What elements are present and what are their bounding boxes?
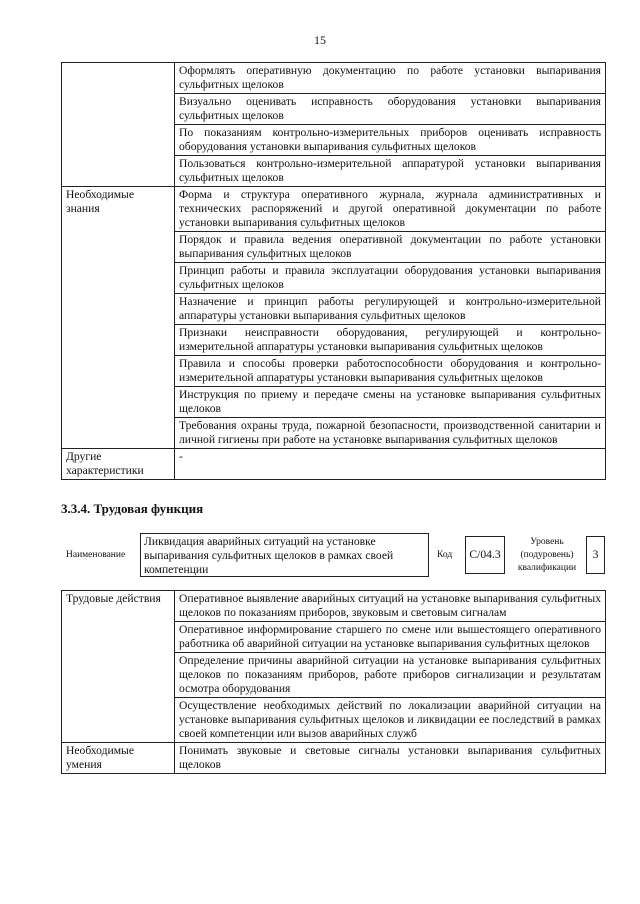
empty-label-cell — [62, 63, 175, 187]
table-row — [62, 63, 606, 94]
level-value-box: 3 — [586, 536, 605, 574]
table-row — [62, 743, 606, 774]
table-cell: Визуально оценивать исправность оборудования установки выпаривания сульфитных щелоков — [175, 94, 606, 125]
requirements-table — [61, 62, 606, 480]
code-label: Код — [437, 550, 453, 560]
other-label: Другие характеристики — [62, 449, 175, 480]
knowledge-label: Необходимые знания — [62, 187, 175, 449]
section-title: 3.3.4. Трудовая функция — [61, 501, 204, 516]
table-cell: Принцип работы и правила эксплуатации оборудования установки выпаривания сульфитных щелоков — [175, 263, 606, 294]
table-cell: Форма и структура оперативного журнала, журнала административных и технических распоряжений и другой оперативной документации по работе установки выпаривания сульфитных щелоков — [175, 187, 606, 232]
table-cell: Понимать звуковые и световые сигналы установки выпаривания сульфитных щелоков — [175, 743, 606, 774]
name-label: Наименование — [66, 550, 126, 560]
table-cell: Осуществление необходимых действий по локализации аварийной ситуации на установке выпаривания сульфитных щелоков и ликвидации ее последствий в рамках своей компетенции или вызов аварийных служб — [175, 698, 606, 743]
table-cell: Определение причины аварийной ситуации на установке выпаривания сульфитных щелоков по показаниям приборов, работе приборов сигнализации и результатам осмотра оборудования — [175, 653, 606, 698]
function-table — [61, 590, 606, 774]
level-label-line1: Уровень — [530, 537, 564, 547]
table-row — [62, 187, 606, 232]
actions-label: Трудовые действия — [62, 591, 175, 743]
table-cell: Пользоваться контрольно-измерительной аппаратурой установки выпаривания сульфитных щелоков — [175, 156, 606, 187]
table-cell: Признаки неисправности оборудования, регулирующей и контрольно-измерительной аппаратуры установки выпаривания сульфитных щелоков — [175, 325, 606, 356]
table-cell: Оформлять оперативную документацию по работе установки выпаривания сульфитных щелоков — [175, 63, 606, 94]
level-label-line3: квалификации — [517, 563, 577, 573]
table-cell: Порядок и правила ведения оперативной документации по работе установки выпаривания сульфитных щелоков — [175, 232, 606, 263]
table-row — [62, 449, 606, 480]
table-cell: Назначение и принцип работы регулирующей и контрольно-измерительной аппаратуры установки выпаривания сульфитных щелоков — [175, 294, 606, 325]
table-cell: По показаниям контрольно-измерительных приборов оценивать исправность оборудования установки выпаривания сульфитных щелоков — [175, 125, 606, 156]
table-cell: - — [175, 449, 606, 480]
page-number: 15 — [314, 33, 326, 47]
table-cell: Правила и способы проверки работоспособности оборудования и контрольно-измерительной аппаратуры установки выпаривания сульфитных щелоков — [175, 356, 606, 387]
table-cell: Требования охраны труда, пожарной безопасности, производственной санитарии и личной гигиены при работе на установке выпаривания сульфитных щелоков — [175, 418, 606, 449]
function-header — [0, 530, 640, 578]
function-name-box: Ликвидация аварийных ситуаций на установке выпаривания сульфитных щелоков в рамках своей компетенции — [140, 533, 429, 577]
table-row — [62, 591, 606, 622]
level-label-line2: (подуровень) — [520, 550, 574, 560]
skills-label: Необходимые умения — [62, 743, 175, 774]
table-cell: Оперативное информирование старшего по смене или вышестоящего оперативного работника об аварийной ситуации на установке выпаривания сульфитных щелоков — [175, 622, 606, 653]
table-cell: Инструкция по приему и передаче смены на установке выпаривания сульфитных щелоков — [175, 387, 606, 418]
function-code-box: C/04.3 — [465, 536, 505, 574]
table-cell: Оперативное выявление аварийных ситуаций на установке выпаривания сульфитных щелоков по показаниям приборов, звуковым и световым сигналам — [175, 591, 606, 622]
